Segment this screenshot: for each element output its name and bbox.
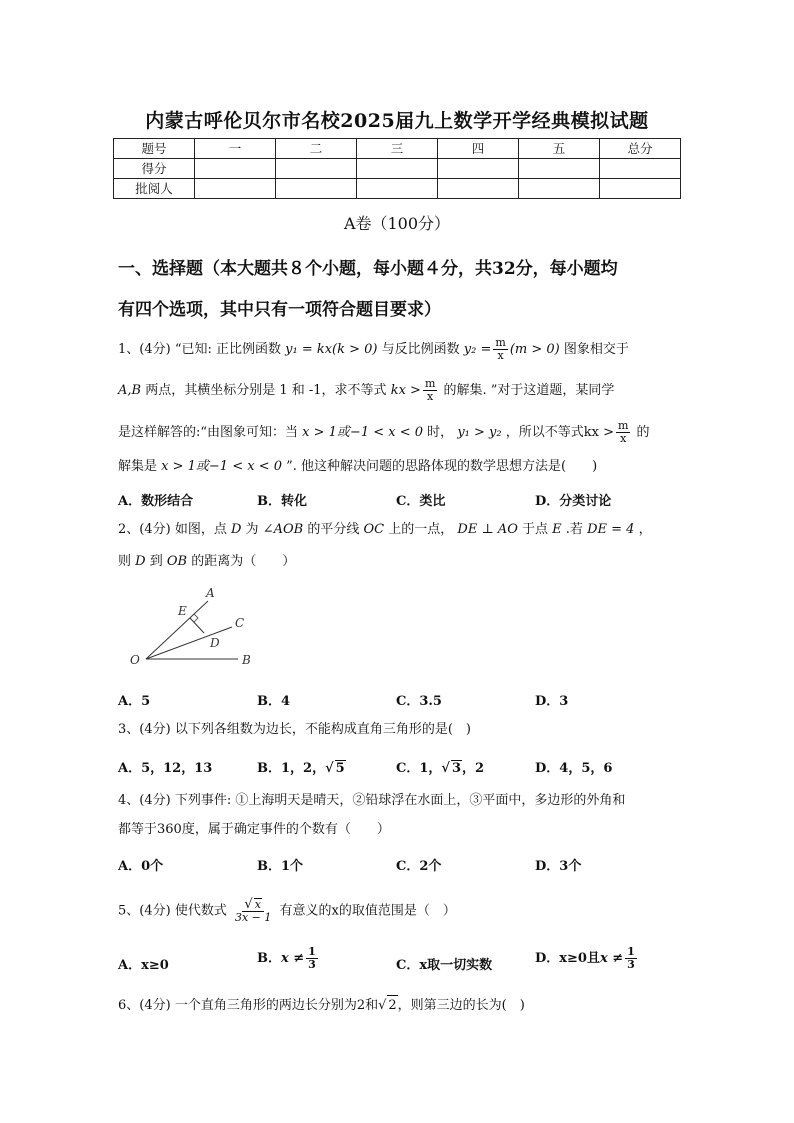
q3-option-b[interactable]: B．1，2，√ 5: [257, 761, 345, 776]
score-table: [113, 138, 681, 199]
table-cell: [276, 179, 357, 199]
sqrt-sign: √: [244, 897, 253, 912]
q5-option-b[interactable]: B．x ≠ $\frac{1}{3}$: [257, 945, 316, 971]
q1-line-1: 1、(4分) “已知: 正比例函数 y₁ = kx(k > 0) 与反比例函数 y₂ = $\frac{m}{x}$ (m > 0) 图象相交于: [118, 336, 629, 362]
q4-option-c[interactable]: C．2个: [396, 859, 442, 874]
q2-line-1: 2、(4分) 如图，点 D 为 ∠AOB 的平分线 OC 上的一点， DE ⊥ AO 于点 E .若 DE = 4 ，: [118, 522, 652, 537]
fraction: $\frac{m}{x}$: [424, 377, 436, 403]
table-row: [114, 159, 681, 179]
section-heading-line-2: 有四个选项，其中只有一项符合题目要求）: [118, 300, 441, 320]
ray-oa: [146, 601, 208, 659]
right-angle-mark: [194, 614, 198, 622]
q6-text: 6、(4分) 一个直角三角形的两边长分别为2和√ 2，则第三边的长为( ): [118, 995, 525, 1016]
q2-option-c[interactable]: C．3.5: [396, 694, 442, 709]
table-cell: 得分: [114, 159, 195, 179]
label-a: A: [206, 586, 215, 600]
q5-option-c[interactable]: C．x取一切实数: [396, 958, 493, 973]
table-cell: [438, 159, 519, 179]
q1-option-a[interactable]: A．数形结合: [118, 494, 194, 509]
q4-line-1: 4、(4分) 下列事件: ①上海明天是晴天，②铅球浮在水面上，③平面中，多边形的外角和: [118, 793, 626, 808]
q4-option-d[interactable]: D．3个: [535, 859, 582, 874]
section-heading-line-1: 一、选择题（本大题共８个小题，每小题４分，共32分，每小题均: [118, 259, 618, 279]
table-cell: [438, 179, 519, 199]
table-cell: [276, 159, 357, 179]
table-cell: 二: [276, 139, 357, 159]
q1-line-2: A,B 两点，其横坐标分别是 1 和 -1，求不等式 kx > $\frac{m}{x}$ 的解集. ”对于这道题，某同学: [118, 377, 615, 403]
fraction: $\frac{m}{x}$: [617, 419, 629, 445]
q4-option-a[interactable]: A．0个: [118, 859, 164, 874]
fraction: $\frac{m}{x}$: [495, 336, 506, 362]
sqrt-sign: √: [378, 998, 387, 1013]
table-cell: [195, 159, 276, 179]
score-table-header-row: [114, 139, 681, 159]
q1-line-3: 是这样解答的:“由图象可知：当 x > 1或−1 < x < 0 时， y₁ > y₂ ，所以不等式kx > $\frac{m}{x}$ 的: [118, 419, 650, 445]
q2-option-d[interactable]: D．3: [535, 694, 569, 709]
q4-option-b[interactable]: B．1个: [257, 859, 304, 874]
q2-line-2: 则 D 到 OB 的距离为（ ）: [118, 554, 296, 569]
table-cell: 三: [357, 139, 438, 159]
q1-line-4: 解集是 x > 1或−1 < x < 0 ”. 他这种解决问题的思路体现的数学思想方法是( ): [118, 459, 598, 474]
formula: y₁ = kx(k > 0): [285, 342, 378, 357]
table-cell: 批阅人: [114, 179, 195, 199]
q5-option-d[interactable]: D．x≥0且x ≠ $\frac{1}{3}$: [535, 945, 635, 971]
table-cell: [519, 159, 600, 179]
table-cell: [519, 179, 600, 199]
q5-text: 5、(4分) 使代数式 $\frac{√ x}{3x - 1}$ 有意义的x的取值范围是（ ）: [118, 897, 456, 924]
table-cell: 题号: [114, 139, 195, 159]
page-title: 内蒙古呼伦贝尔市名校2025届九上数学开学经典模拟试题: [145, 110, 649, 132]
table-cell: [600, 179, 681, 199]
sqrt-sign: √: [325, 761, 334, 776]
label-c: C: [235, 616, 245, 630]
table-cell: 总分: [600, 139, 681, 159]
table-cell: 四: [438, 139, 519, 159]
fraction: $\frac{√ x}{3x - 1}$: [234, 897, 272, 924]
volume-heading: A卷（100分）: [343, 214, 451, 233]
q4-line-2: 都等于360度，属于确定事件的个数有（ ）: [118, 822, 390, 837]
q3-option-c[interactable]: C．1，√ 3，2: [396, 761, 485, 776]
q1-option-c[interactable]: C．类比: [396, 494, 446, 509]
table-cell: 五: [519, 139, 600, 159]
label-e: E: [178, 604, 187, 618]
table-cell: [600, 159, 681, 179]
label-d: D: [210, 636, 220, 650]
perpendicular-de: [190, 618, 204, 633]
label-b: B: [242, 653, 251, 667]
q2-option-b[interactable]: B．4: [257, 694, 291, 709]
angle-bisector-figure: [120, 585, 270, 675]
q3-option-a[interactable]: A．5，12，13: [118, 761, 213, 776]
fraction: $\frac{1}{3}$: [627, 945, 635, 971]
fraction: $\frac{1}{3}$: [308, 945, 316, 971]
q1-option-b[interactable]: B．转化: [257, 494, 307, 509]
table-cell: [357, 159, 438, 179]
table-cell: [195, 179, 276, 199]
q5-option-a[interactable]: A．x≥0: [118, 958, 169, 973]
label-o: O: [130, 653, 140, 667]
table-cell: [357, 179, 438, 199]
table-row: [114, 179, 681, 199]
q3-text: 3、(4分) 以下列各组数为边长，不能构成直角三角形的是( ): [118, 722, 471, 737]
sqrt-sign: √: [441, 761, 450, 776]
q1-option-d[interactable]: D．分类讨论: [535, 494, 612, 509]
q3-option-d[interactable]: D．4，5，6: [535, 761, 613, 776]
q2-option-a[interactable]: A．5: [118, 694, 151, 709]
table-cell: 一: [195, 139, 276, 159]
